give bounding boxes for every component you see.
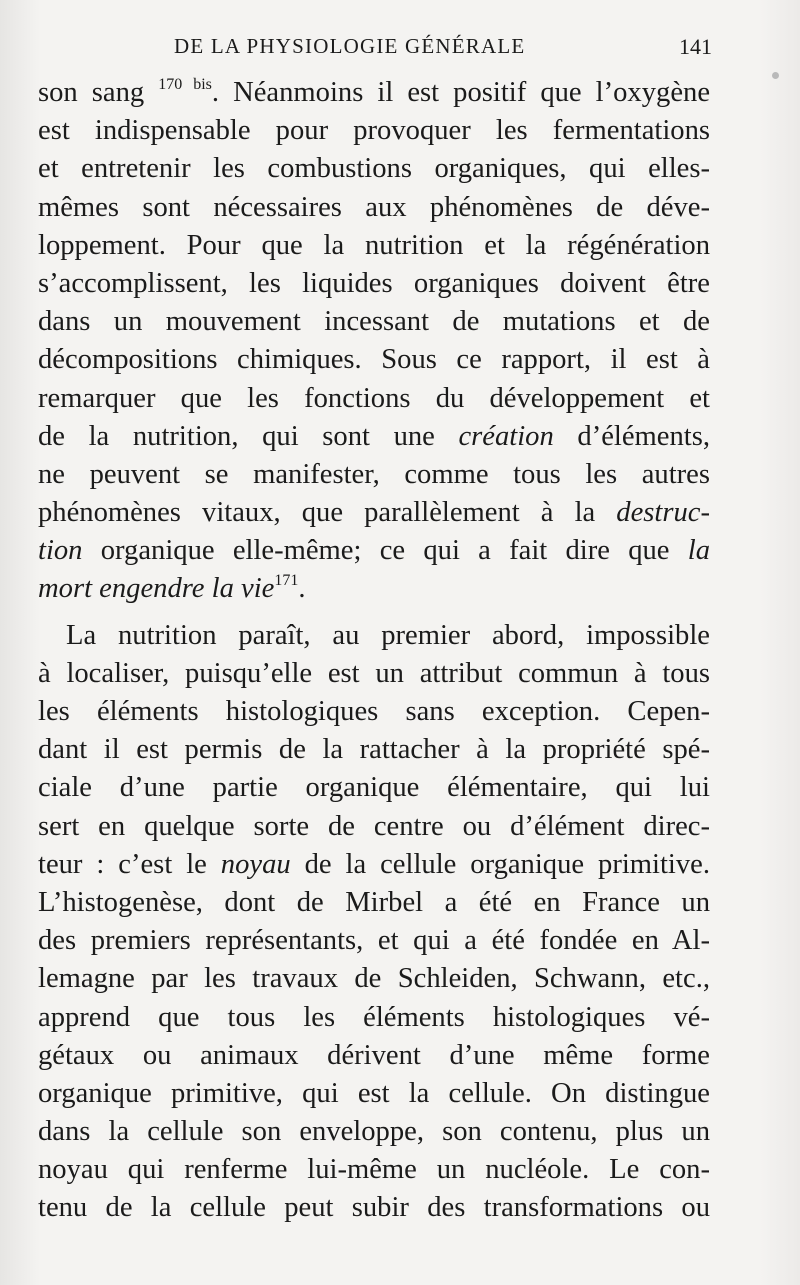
text-line: est indispensable pour provoquer les fermentations (38, 115, 710, 147)
text-line: s’accomplissent, les liquides organiques doivent être (38, 267, 710, 299)
text-line: ciale d’une partie organique élémentaire, qui lui (38, 772, 710, 804)
text-line: dans la cellule son enveloppe, son contenu, plus un (38, 1116, 710, 1148)
italic-text: la (687, 535, 710, 567)
text-line: teur : c’est le noyau de la cellule organique primitive. (38, 848, 710, 880)
italic-text: noyau (220, 848, 291, 880)
text-line: remarquer que les fonctions du développement et (38, 382, 710, 414)
italic-text: tion (38, 535, 83, 567)
page-header (160, 30, 712, 66)
text-line: tion organique elle-même; ce qui a fait dire que la (38, 535, 710, 567)
text-line: noyau qui renferme lui-même un nucléole. Le con- (38, 1154, 710, 1186)
paper-spot (772, 72, 779, 79)
text-line: dant il est permis de la rattacher à la propriété spé- (38, 734, 710, 766)
body-text (38, 74, 710, 1228)
text-line: dans un mouvement incessant de mutations et de (38, 306, 710, 338)
text-line: apprend que tous les éléments histologiques vé- (38, 1001, 710, 1033)
text-line: lemagne par les travaux de Schleiden, Schwann, etc., (38, 963, 710, 995)
footnote-ref: 171 (274, 572, 299, 590)
page-number: 141 (679, 34, 712, 59)
text-line: organique primitive, qui est la cellule. On distingue (38, 1077, 710, 1109)
text-line: La nutrition paraît, au premier abord, impossible (66, 619, 710, 651)
italic-text: mort engendre la vie (38, 573, 275, 605)
text-line: décompositions chimiques. Sous ce rapport, il est à (38, 344, 710, 376)
text-line: de la nutrition, qui sont une création d’éléments, (38, 420, 710, 452)
text-line: des premiers représentants, et qui a été fondée en Al- (38, 925, 710, 957)
text-line: phénomènes vitaux, que parallèlement à la destruc- (38, 497, 710, 529)
text-line: L’histogenèse, dont de Mirbel a été en France un (38, 886, 710, 918)
text-line: et entretenir les combustions organiques, qui elles- (38, 153, 710, 185)
italic-text: destruc- (616, 497, 710, 529)
running-head: DE LA PHYSIOLOGIE GÉNÉRALE (174, 34, 526, 58)
paragraph-1 (38, 74, 710, 609)
text-line: à localiser, puisqu’elle est un attribut commun à tous (38, 657, 710, 689)
text-line: gétaux ou animaux dérivent d’une même forme (38, 1039, 710, 1071)
paragraph-2 (38, 617, 710, 1228)
text-line: loppement. Pour que la nutrition et la régénération (38, 229, 710, 261)
text-line: tenu de la cellule peut subir des transformations ou (38, 1192, 710, 1224)
text-line: son sang $^{170 bis}$. Néanmoins il est positif que l’oxygène (38, 76, 711, 108)
text-line: mêmes sont nécessaires aux phénomènes de déve- (38, 191, 710, 223)
text-line: mort engendre la vie$^{171}$. (38, 572, 306, 605)
footnote-ref: 170 bis (158, 76, 212, 93)
text-line: ne peuvent se manifester, comme tous les autres (38, 458, 710, 490)
italic-text: création (458, 420, 554, 452)
text-line: les éléments histologiques sans exception. Cepen- (38, 696, 710, 727)
text-line: sert en quelque sorte de centre ou d’élément direc- (38, 810, 710, 842)
